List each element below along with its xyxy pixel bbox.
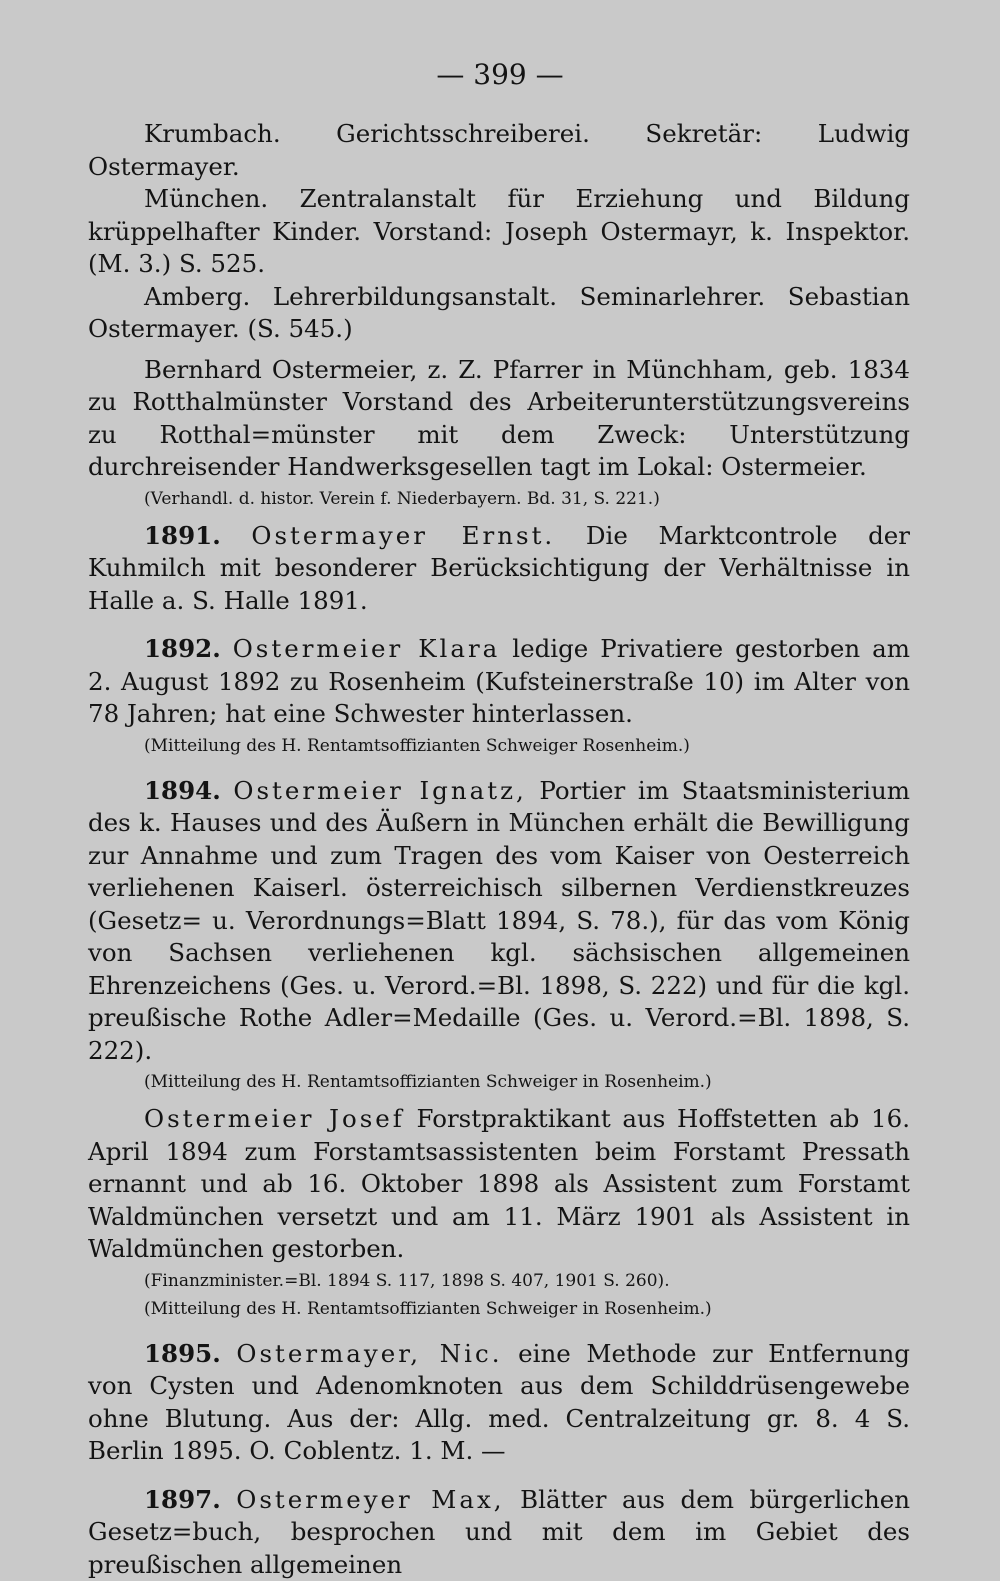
entry-paragraph (88, 633, 910, 731)
entry-text: Bernhard Ostermeier, z. Z. Pfarrer in Münchham, geb. 1834 zu Rotthalmünster Vorstand des Arbeiterunterstützungsvereins zu Rotthal=münster mit dem Zweck: Unterstützung durchreisender Handwerksgesellen tagt im Lokal: Ostermeier. (88, 355, 910, 482)
entry-paragraph (88, 354, 910, 484)
entry-paragraph (88, 1338, 910, 1468)
entry-name: Ostermeyer Max, (236, 1485, 504, 1514)
entry-year: 1895. (144, 1339, 221, 1368)
entry-text: Blätter aus dem bürgerlichen Gesetz=buch, besprochen und mit dem im Gebiet des preußischen allgemeinen (88, 1485, 910, 1579)
source-citation: (Finanzminister.=Bl. 1894 S. 117, 1898 S. 407, 1901 S. 260). (144, 1268, 910, 1294)
entry-paragraph (88, 183, 910, 281)
entry-text: ledige Privatiere gestorben am 2. August 1892 zu Rosenheim (Kufsteinerstraße 10) im Alter von 78 Jahren; hat eine Schwester hinterlassen. (88, 634, 910, 728)
entry-paragraph (88, 281, 910, 346)
entry-paragraph (88, 775, 910, 1068)
entry-text: Amberg. Lehrerbildungsanstalt. Seminarlehrer. Sebastian Ostermayer. (S. 545.) (88, 282, 910, 344)
entry-year: 1891. (144, 521, 221, 550)
entry-paragraph (88, 520, 910, 618)
entry-text: München. Zentralanstalt für Erziehung und Bildung krüppelhafter Kinder. Vorstand: Joseph Ostermayr, k. Inspektor. (M. 3.) S. 525. (88, 184, 910, 278)
entry-name: Ostermayer, Nic. (236, 1339, 502, 1368)
entry-name: Ostermeier Ignatz, (233, 776, 526, 805)
entry-text: Die Marktcontrole der Kuhmilch mit besonderer Berücksichtigung der Verhältnisse in Halle a. S. Halle 1891. (88, 521, 910, 615)
page-body (88, 118, 910, 1581)
entry-year: 1892. (144, 634, 221, 663)
entry-name: Ostermeier Josef (144, 1104, 405, 1133)
entry-paragraph (88, 118, 910, 183)
entry-paragraph (88, 1103, 910, 1266)
page-number: — 399 — (0, 58, 1000, 91)
source-citation: (Mitteilung des H. Rentamtsoffizianten Schweiger in Rosenheim.) (144, 1296, 910, 1322)
entry-year: 1894. (144, 776, 221, 805)
source-citation: (Mitteilung des H. Rentamtsoffizianten Schweiger in Rosenheim.) (144, 1069, 910, 1095)
entry-name: Ostermayer Ernst. (251, 521, 555, 550)
entry-name: Ostermeier Klara (233, 634, 501, 663)
entry-paragraph (88, 1484, 910, 1581)
source-citation: (Mitteilung des H. Rentamtsoffizianten Schweiger Rosenheim.) (144, 733, 910, 759)
entry-text: Forstpraktikant aus Hoffstetten ab 16. April 1894 zum Forstamtsassistenten beim Forstamt Pressath ernannt und ab 16. Oktober 1898 als Assistent zum Forstamt Waldmünchen versetzt und am 11. März 1901 als Assistent in Waldmünchen gestorben. (88, 1104, 910, 1263)
entry-text: Portier im Staatsministerium des k. Hauses und des Äußern in München erhält die Bewilligung zur Annahme und zum Tragen des vom Kaiser von Oesterreich verliehenen Kaiserl. österreichisch silbernen Verdienstkreuzes (Gesetz= u. Verordnungs=Blatt 1894, S. 78.), für das vom König von Sachsen verliehenen kgl. sächsischen allgemeinen Ehrenzeichens (Ges. u. Verord.=Bl. 1898, S. 222) und für die kgl. preußische Rothe Adler=Medaille (Ges. u. Verord.=Bl. 1898, S. 222). (88, 776, 910, 1065)
entry-text: Krumbach. Gerichtsschreiberei. Sekretär: Ludwig Ostermayer. (88, 119, 910, 181)
source-citation: (Verhandl. d. histor. Verein f. Niederbayern. Bd. 31, S. 221.) (144, 486, 910, 512)
entry-year: 1897. (144, 1485, 221, 1514)
entry-text: eine Methode zur Entfernung von Cysten und Adenomknoten aus dem Schilddrüsengewebe ohne Blutung. Aus der: Allg. med. Centralzeitung gr. 8. 4 S. Berlin 1895. O. Coblentz. 1. M. — (88, 1339, 910, 1466)
